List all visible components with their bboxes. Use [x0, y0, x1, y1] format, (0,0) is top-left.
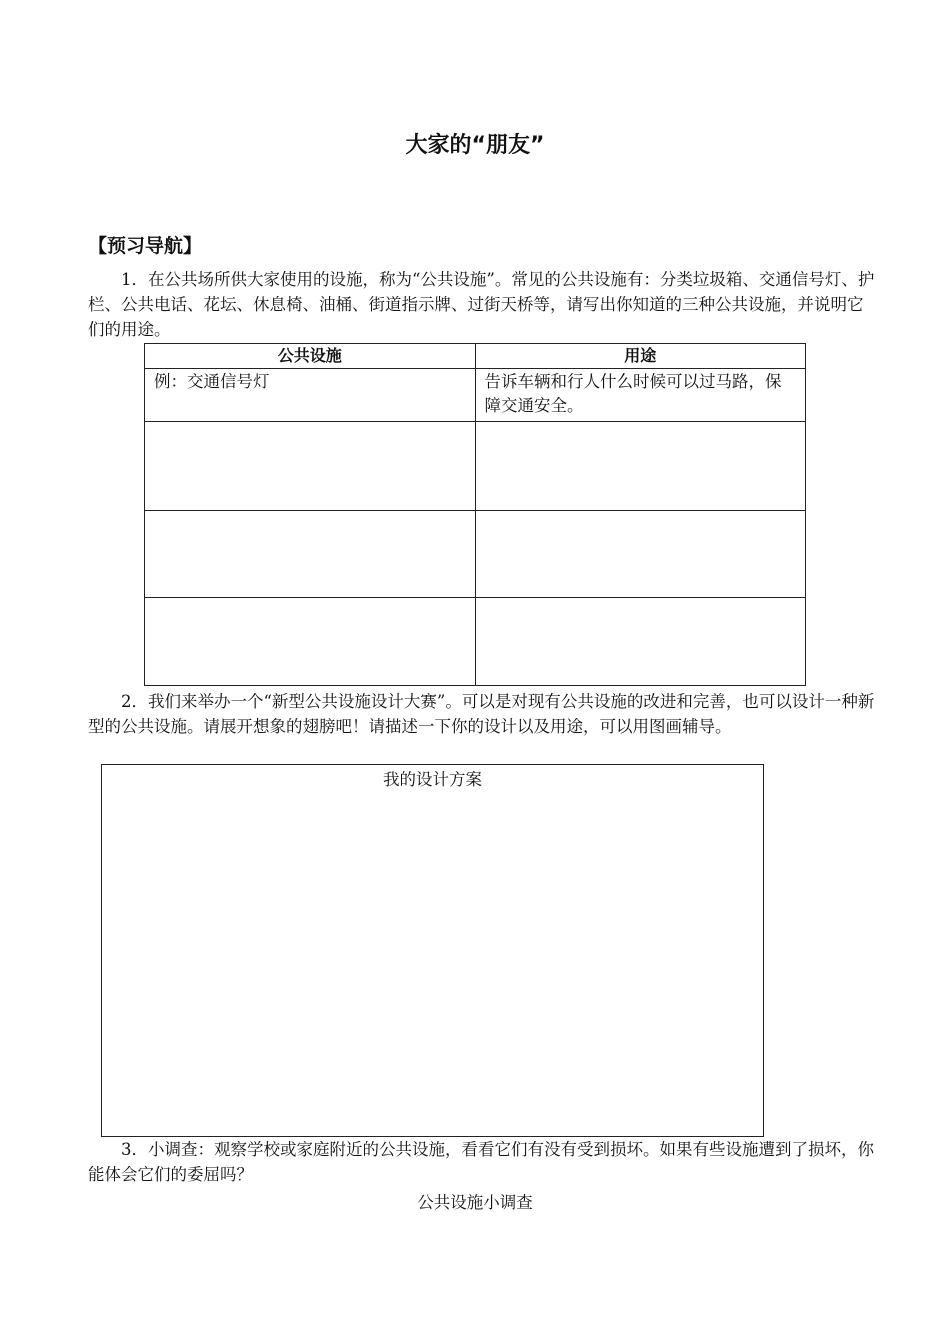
facilities-table [144, 343, 806, 686]
design-box-title: 我的设计方案 [383, 770, 482, 789]
design-answer-box[interactable] [101, 764, 764, 1137]
table-row [145, 511, 806, 598]
page-title: 大家的“朋友” [405, 133, 545, 158]
use-answer-cell[interactable] [475, 511, 806, 598]
example-facility-cell: 例：交通信号灯 [145, 369, 476, 422]
facility-answer-cell[interactable] [145, 422, 476, 511]
section-heading: 【预习导航】 [88, 235, 203, 257]
header-facility: 公共设施 [145, 344, 476, 369]
facility-answer-cell[interactable] [145, 598, 476, 686]
use-answer-cell[interactable] [475, 598, 806, 686]
use-answer-cell[interactable] [475, 422, 806, 511]
table-header-row [145, 344, 806, 369]
facility-answer-cell[interactable] [145, 511, 476, 598]
question-3-text: 3．小调查：观察学校或家庭附近的公共设施，看看它们有没有受到损坏。如果有些设施遭到了损坏，你能体会它们的委屈吗？ [88, 1140, 874, 1184]
survey-title: 公共设施小调查 [417, 1193, 533, 1212]
table-row-example [145, 369, 806, 422]
table-row [145, 422, 806, 511]
question-2-text: 2．我们来举办一个“新型公共设施设计大赛”。可以是对现有公共设施的改进和完善，也可以设计一种新型的公共设施。请展开想象的翅膀吧！请描述一下你的设计以及用途，可以用图画辅导。 [88, 692, 875, 736]
example-use-cell: 告诉车辆和行人什么时候可以过马路，保障交通安全。 [475, 369, 806, 422]
table-row [145, 598, 806, 686]
header-use: 用途 [475, 344, 806, 369]
question-1-text: 1．在公共场所供大家使用的设施，称为“公共设施”。常见的公共设施有：分类垃圾箱、交通信号灯、护栏、公共电话、花坛、休息椅、油桶、街道指示牌、过街天桥等，请写出你知道的三种公共设施，并说明它们的用途。 [88, 270, 875, 339]
